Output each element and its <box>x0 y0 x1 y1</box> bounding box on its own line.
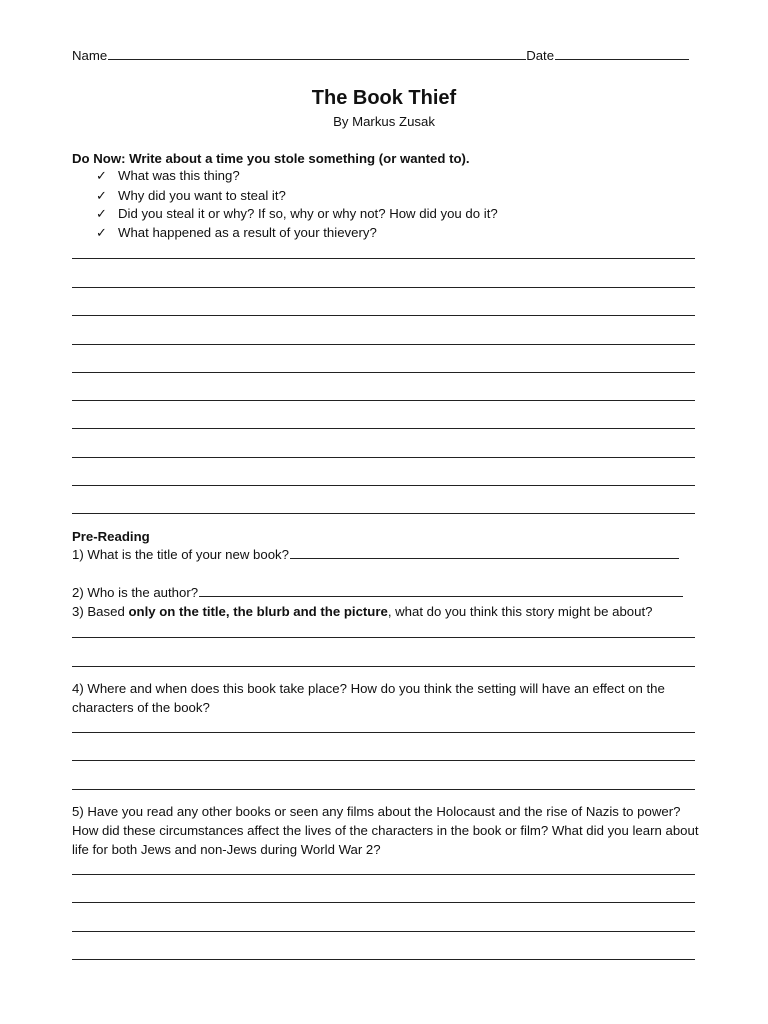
name-blank[interactable] <box>108 58 526 60</box>
date-blank[interactable] <box>555 58 689 60</box>
answer-line[interactable] <box>72 760 695 761</box>
bullet-text: What was this thing? <box>118 168 240 183</box>
do-now-heading: Do Now: Write about a time you stole something (or wanted to). <box>72 151 470 166</box>
answer-line[interactable] <box>72 457 695 458</box>
do-now-bullet <box>96 188 286 204</box>
answer-line[interactable] <box>72 874 695 875</box>
question-1-text: 1) What is the title of your new book? <box>72 547 289 562</box>
answer-line[interactable] <box>72 789 695 790</box>
bullet-text: Did you steal it or why? If so, why or why not? How did you do it? <box>118 206 498 221</box>
answer-line[interactable] <box>72 513 695 514</box>
name-field[interactable] <box>72 48 689 63</box>
do-now-bullet <box>96 168 240 184</box>
question-3-prefix: 3) Based <box>72 604 129 619</box>
answer-line[interactable] <box>72 485 695 486</box>
answer-line[interactable] <box>72 344 695 345</box>
answer-line[interactable] <box>72 637 695 638</box>
answer-line[interactable] <box>72 428 695 429</box>
question-2 <box>72 585 683 600</box>
answer-line[interactable] <box>72 287 695 288</box>
checkmark-icon: ✓ <box>96 188 107 203</box>
question-3-emphasis: only on the title, the blurb and the picture <box>128 604 388 619</box>
name-label: Name <box>72 48 108 63</box>
question-2-blank[interactable] <box>199 595 683 597</box>
checkmark-icon: ✓ <box>96 168 107 183</box>
question-1 <box>72 547 679 562</box>
do-now-bullet <box>96 225 377 241</box>
question-5: 5) Have you read any other books or seen any films about the Holocaust and the rise of Nazis to power? How did these circumstances affect the lives of the characters in the book or film? What did you learn about life for both Jews and non-Jews during World War 2? <box>72 804 699 857</box>
do-now-bullet <box>96 206 498 222</box>
answer-line[interactable] <box>72 666 695 667</box>
answer-line[interactable] <box>72 400 695 401</box>
answer-line[interactable] <box>72 931 695 932</box>
question-4: 4) Where and when does this book take place? How do you think the setting will have an effect on the characters of the book? <box>72 681 665 715</box>
checkmark-icon: ✓ <box>96 225 107 240</box>
question-3-suffix: , what do you think this story might be about? <box>387 604 653 619</box>
page-title: The Book Thief <box>311 87 457 109</box>
bullet-text: Why did you want to steal it? <box>118 188 286 203</box>
answer-line[interactable] <box>72 959 695 960</box>
question-1-blank[interactable] <box>290 557 679 559</box>
answer-line[interactable] <box>72 732 695 733</box>
question-2-text: 2) Who is the author? <box>72 585 199 600</box>
checkmark-icon: ✓ <box>96 206 107 221</box>
answer-line[interactable] <box>72 315 695 316</box>
pre-reading-heading: Pre-Reading <box>72 529 150 544</box>
answer-line[interactable] <box>72 372 695 373</box>
bullet-text: What happened as a result of your thievery? <box>118 225 377 240</box>
author-line: By Markus Zusak <box>333 114 435 129</box>
date-label: Date <box>526 48 555 63</box>
answer-line[interactable] <box>72 258 695 259</box>
question-3 <box>72 604 652 619</box>
answer-line[interactable] <box>72 902 695 903</box>
